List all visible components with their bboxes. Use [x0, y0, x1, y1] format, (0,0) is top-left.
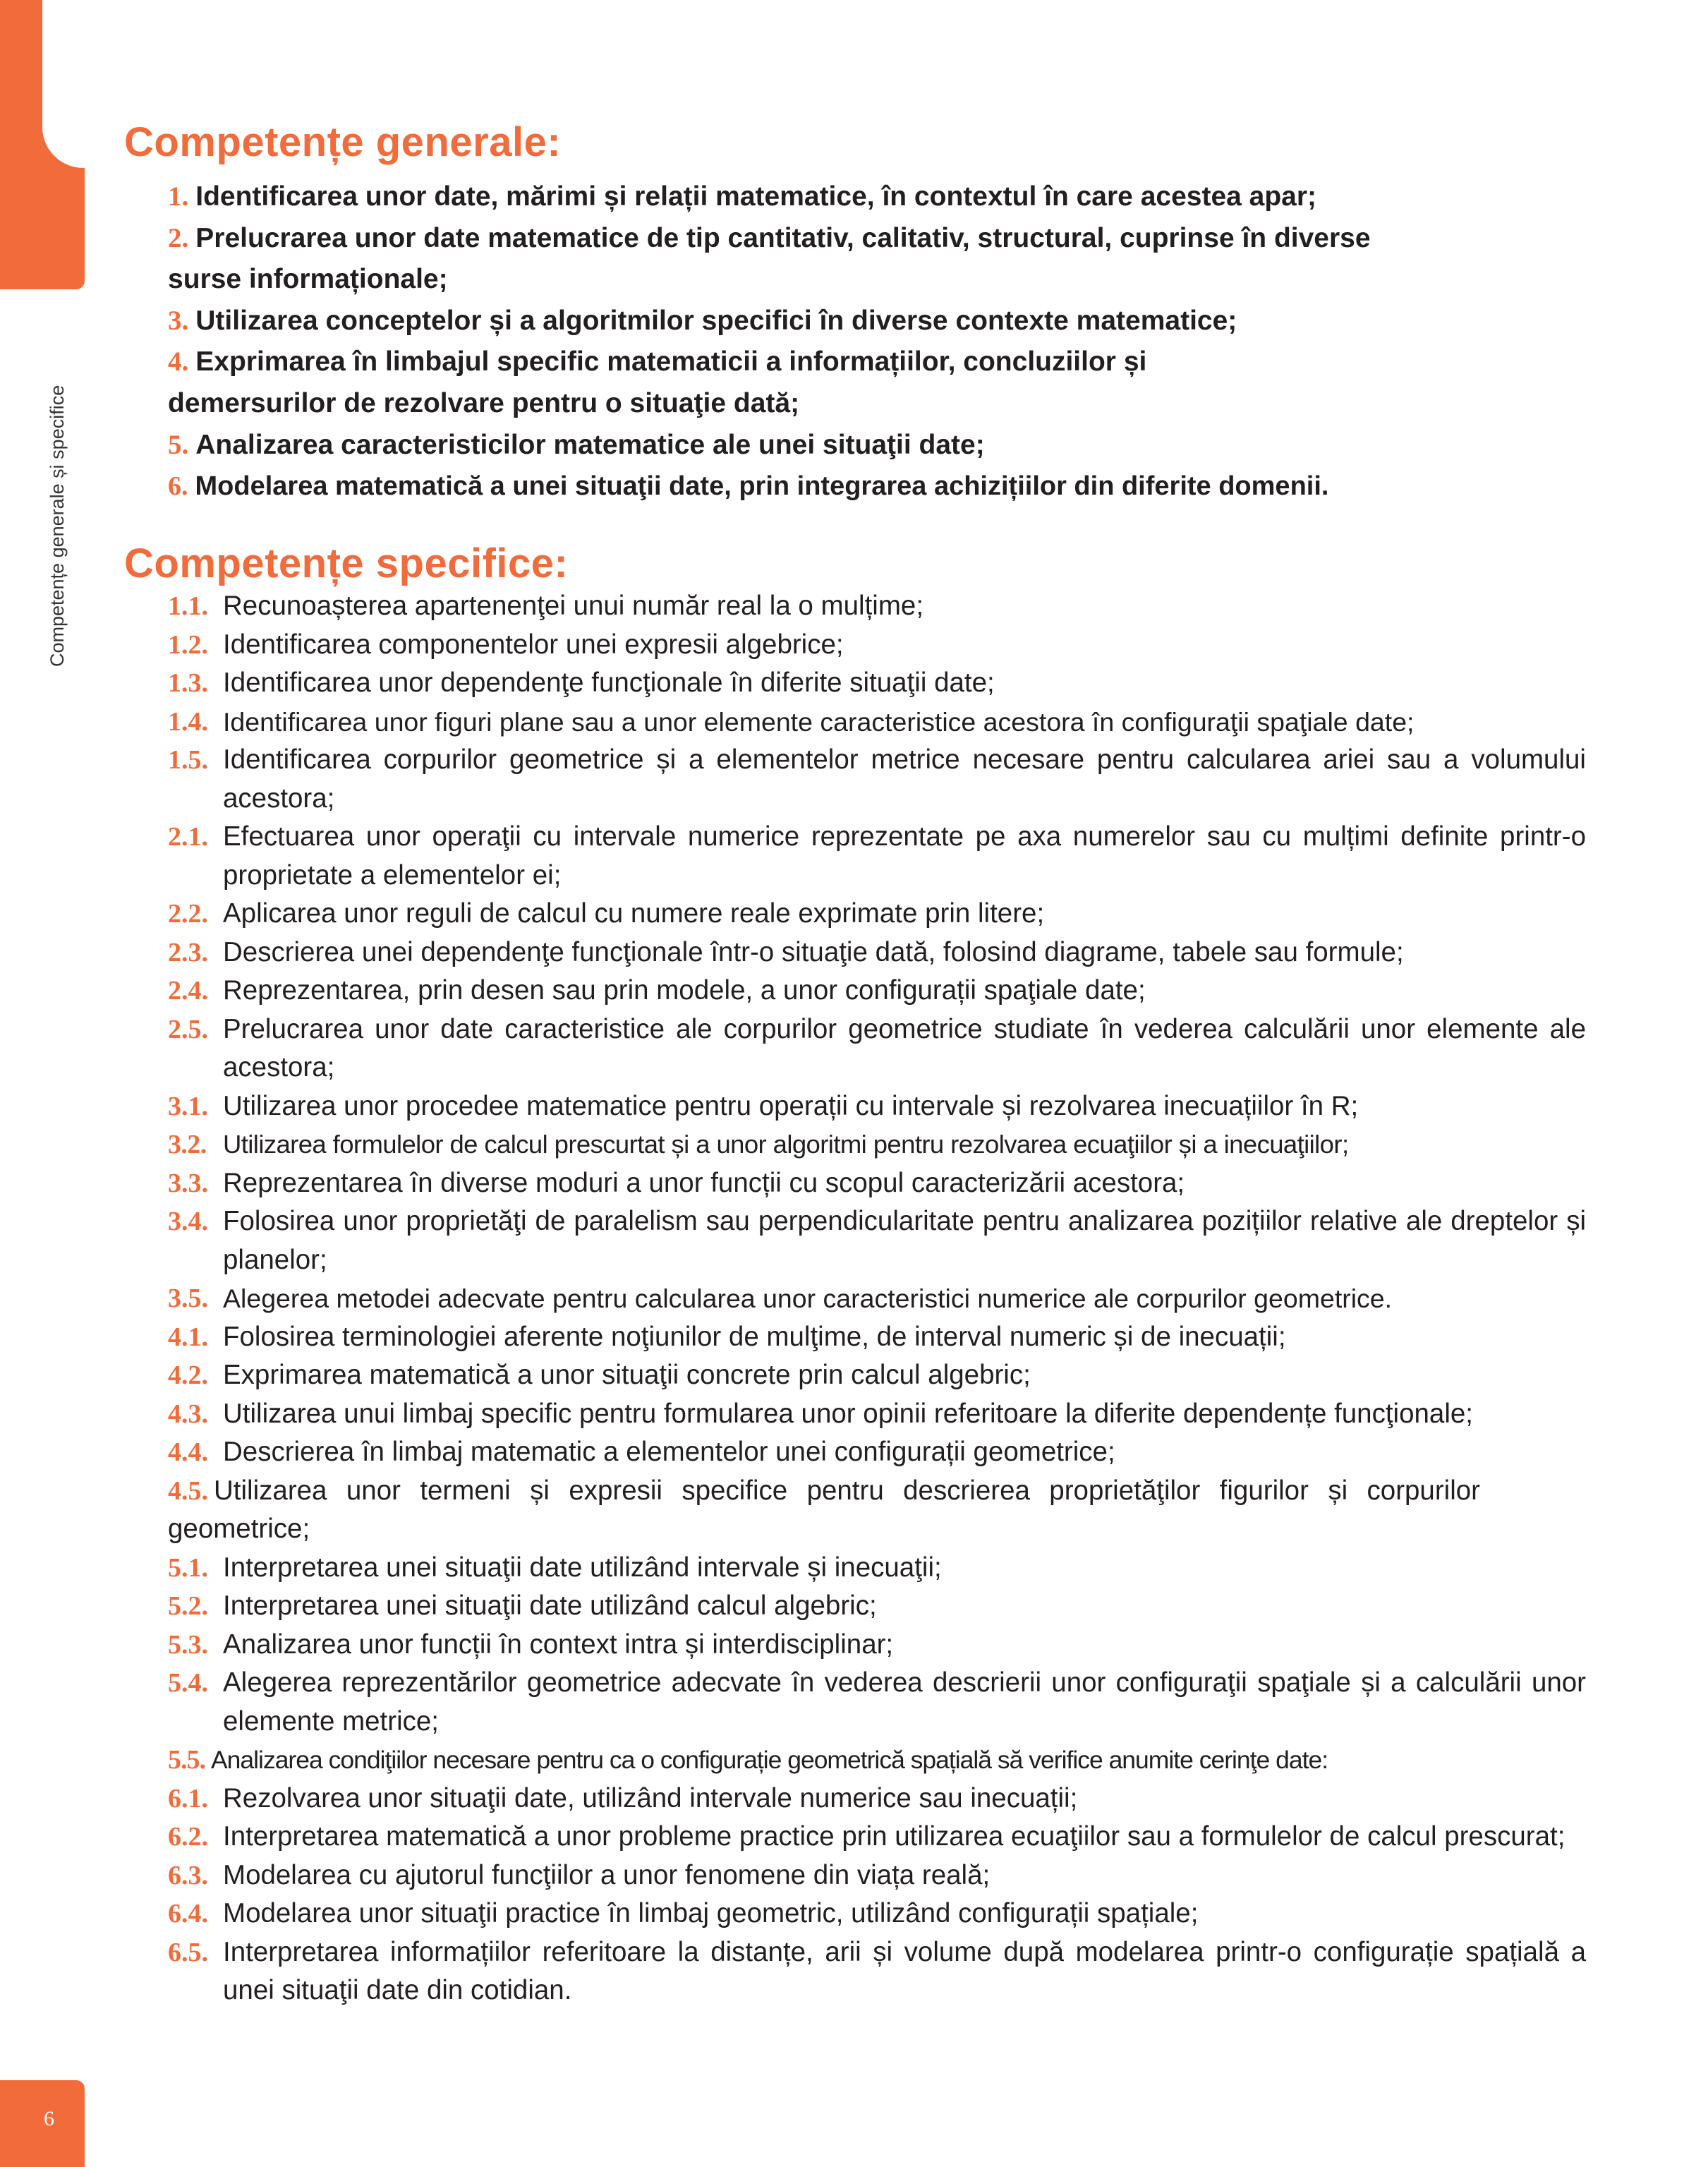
- item-number: 1.1.: [168, 591, 208, 621]
- item-number: 6.4.: [168, 1899, 208, 1928]
- item-number: 2.4.: [168, 976, 208, 1006]
- specific-item: [168, 1164, 1586, 1203]
- item-text: Identificarea unor figuri plane sau a unor elemente caracteristice acestora în configuraţii spaţiale date;: [223, 706, 1415, 737]
- top-side-tab-notch: [42, 0, 86, 168]
- item-number: 2.1.: [168, 822, 208, 852]
- item-text: Alegerea reprezentărilor geometrice adecvate în vederea descrierii unor configuraţii spaţiale și a calculării unor elemente metrice;: [223, 1667, 1586, 1737]
- item-text: Recunoașterea apartenenţei unui număr real la o mulțime;: [223, 591, 924, 621]
- item-text: Analizarea condiţiilor necesare pentru ca o configurație geometrică spațială să verifice anumite cerinţe date:: [211, 1746, 1328, 1774]
- general-competences-list: [168, 176, 1572, 507]
- item-text: Utilizarea unui limbaj specific pentru formularea unor opinii referitoare la diferite dependențe funcţionale;: [223, 1398, 1473, 1429]
- specific-item: [168, 741, 1586, 818]
- page-number: 6: [44, 2107, 54, 2130]
- item-number: 4.4.: [168, 1437, 208, 1467]
- item-number: 4.5.: [168, 1475, 208, 1506]
- specific-item: [168, 1933, 1586, 2010]
- item-text: Prelucrarea unor date caracteristice ale corpurilor geometrice studiate în vederea calculării unor elemente ale acestora;: [223, 1013, 1586, 1082]
- specific-item: [168, 1587, 1586, 1626]
- item-text: Modelarea matematică a unei situaţii date, prin integrarea achizițiilor din diferite domenii.: [195, 471, 1329, 502]
- item-text: Utilizarea formulelor de calcul prescurtat și a unor algoritmi pentru rezolvarea ecuaţiilor și a inecuaţiilor;: [223, 1130, 1349, 1159]
- item-number: 3.4.: [168, 1207, 208, 1236]
- specific-item: [168, 1318, 1586, 1357]
- item-number: 6.1.: [168, 1783, 208, 1813]
- item-text: Interpretarea unei situaţii date utilizând intervale și inecuaţii;: [223, 1552, 942, 1583]
- specific-item: [168, 1202, 1586, 1279]
- item-number: 5.3.: [168, 1629, 208, 1660]
- item-text: Folosirea terminologiei aferente noţiunilor de mulţime, de interval numeric și de inecuații;: [223, 1321, 1286, 1352]
- item-text: Reprezentarea în diverse moduri a unor funcții cu scopul caracterizării acestora;: [223, 1167, 1185, 1198]
- item-text: Analizarea unor funcții în context intra și interdisciplinar;: [223, 1629, 894, 1660]
- specific-competences-list: [168, 587, 1586, 2010]
- item-number: 4.1.: [168, 1322, 208, 1352]
- item-text: Analizarea caracteristicilor matematice ale unei situaţii date;: [195, 429, 985, 460]
- specific-item: [168, 895, 1586, 934]
- specific-item: [168, 934, 1586, 972]
- item-number: 2.3.: [168, 937, 208, 967]
- item-text: Modelarea cu ajutorul funcţiilor a unor fenomene din viața reală;: [223, 1859, 991, 1890]
- item-number: 1.2.: [168, 629, 208, 660]
- item-number: 5.2.: [168, 1591, 208, 1621]
- item-number: 6.5.: [168, 1937, 208, 1967]
- item-text: Efectuarea unor operaţii cu intervale numerice reprezentate pe axa numerelor sau cu mulțimi definite printr-o proprietate a elementelor ei;: [223, 821, 1586, 891]
- item-number: 2.2.: [168, 899, 208, 929]
- item-number: 1.3.: [168, 668, 208, 698]
- item-number: 5.4.: [168, 1668, 208, 1698]
- specific-item: [168, 1010, 1586, 1087]
- item-number: 1.5.: [168, 745, 208, 775]
- item-number: 3.2.: [168, 1130, 207, 1159]
- item-number: 6.2.: [168, 1822, 208, 1852]
- specific-item: [168, 1626, 1586, 1665]
- general-item: [168, 425, 1572, 466]
- item-text: Interpretarea informațiilor referitoare la distanțe, arii și volume după modelarea printr-o configurație spațială a unei situaţii date din cotidian.: [223, 1936, 1586, 2005]
- item-number: 2.5.: [168, 1014, 208, 1044]
- specific-item: [168, 972, 1586, 1010]
- specific-item: [168, 1857, 1586, 1895]
- item-number: 5.: [168, 429, 189, 460]
- specific-item: [168, 1741, 1586, 1780]
- general-item: [168, 301, 1572, 342]
- specific-item: [168, 1356, 1586, 1395]
- specific-competences-heading: Competențe specifice:: [124, 541, 569, 586]
- item-text: Interpretarea matematică a unor probleme practice prin utilizarea ecuaţiilor sau a formulelor de calcul prescurat;: [223, 1821, 1565, 1852]
- specific-item: [168, 1433, 1586, 1472]
- item-text: Alegerea metodei adecvate pentru calcularea unor caracteristici numerice ale corpurilor geometrice.: [223, 1284, 1393, 1313]
- specific-item: [168, 1125, 1586, 1164]
- general-item: [168, 176, 1572, 218]
- item-text: Identificarea unor date, mărimi și relații matematice, în contextul în care acestea apar;: [195, 181, 1317, 212]
- specific-item: [168, 1549, 1586, 1588]
- general-item: [168, 218, 1381, 301]
- item-text: Aplicarea unor reguli de calcul cu numere reale exprimate prin litere;: [223, 898, 1045, 929]
- specific-item: [168, 1472, 1480, 1549]
- item-number: 6.3.: [168, 1860, 208, 1890]
- item-text: Modelarea unor situaţii practice în limbaj geometric, utilizând configurații spațiale;: [223, 1898, 1199, 1928]
- item-number: 2.: [168, 222, 189, 253]
- item-number: 3.3.: [168, 1168, 208, 1198]
- item-text: Prelucrarea unor date matematice de tip cantitativ, calitativ, structural, cuprinse în diverse surse informaționale;: [168, 222, 1371, 295]
- item-number: 1.4.: [168, 706, 208, 737]
- item-number: 4.: [168, 346, 189, 378]
- specific-item: [168, 1895, 1586, 1933]
- item-number: 4.3.: [168, 1399, 208, 1429]
- bottom-side-tab: [0, 2080, 85, 2167]
- specific-item: [168, 1780, 1586, 1818]
- specific-item: [168, 1395, 1586, 1434]
- item-text: Identificarea unor dependenţe funcţionale în diferite situaţii date;: [223, 668, 995, 698]
- specific-item: [168, 1087, 1586, 1126]
- specific-item: [168, 1279, 1586, 1318]
- specific-item: [168, 1664, 1586, 1741]
- item-text: Rezolvarea unor situaţii date, utilizând intervale numerice sau inecuații;: [223, 1782, 1078, 1813]
- item-number: 5.5.: [168, 1745, 205, 1775]
- item-text: Folosirea unor proprietăţi de paralelism sau perpendicularitate pentru analizarea pozițiilor relative ale dreptelor și planelor;: [223, 1206, 1586, 1275]
- item-text: Utilizarea conceptelor și a algoritmilor specifici în diverse contexte matematice;: [195, 305, 1237, 336]
- item-number: 5.1.: [168, 1552, 208, 1583]
- item-text: Exprimarea în limbajul specific matematicii a informațiilor, concluziilor și demersurilor de rezolvare pentru o situaţie dată;: [168, 346, 1147, 418]
- specific-item: [168, 664, 1586, 703]
- general-competences-heading: Competențe generale:: [124, 119, 562, 165]
- item-number: 4.2.: [168, 1360, 208, 1390]
- item-text: Utilizarea unor procedee matematice pentru operații cu intervale și rezolvarea inecuațiilor în R;: [223, 1090, 1359, 1121]
- item-number: 6.: [168, 471, 188, 502]
- item-text: Descrierea unei dependenţe funcţionale într-o situaţie dată, folosind diagrame, tabele sau formule;: [223, 936, 1404, 967]
- specific-item: [168, 703, 1586, 742]
- item-number: 3.5.: [168, 1284, 208, 1313]
- item-number: 1.: [168, 181, 189, 212]
- item-number: 3.: [168, 305, 189, 336]
- item-text: Descrierea în limbaj matematic a elementelor unei configurații geometrice;: [223, 1437, 1115, 1467]
- item-text: Identificarea corpurilor geometrice și a elementelor metrice necesare pentru calcularea ariei sau a volumului acestora;: [223, 744, 1586, 814]
- specific-item: [168, 626, 1586, 665]
- general-item: [168, 342, 1254, 424]
- item-text: Reprezentarea, prin desen sau prin modele, a unor configurații spaţiale date;: [223, 975, 1146, 1006]
- item-text: Exprimarea matematică a unor situaţii concrete prin calcul algebric;: [223, 1360, 1031, 1390]
- side-running-title: Competențe generale și specifice: [47, 385, 68, 667]
- specific-item: [168, 587, 1586, 626]
- specific-item: [168, 818, 1586, 895]
- item-text: Identificarea componentelor unei expresii algebrice;: [223, 629, 844, 660]
- item-text: Utilizarea unor termeni și expresii specifice pentru descrierea proprietăţilor figurilor și corpurilor geometrice;: [168, 1475, 1480, 1544]
- general-item: [168, 466, 1572, 507]
- item-number: 3.1.: [168, 1091, 208, 1121]
- item-text: Interpretarea unei situaţii date utilizând calcul algebric;: [223, 1590, 877, 1621]
- specific-item: [168, 1818, 1586, 1857]
